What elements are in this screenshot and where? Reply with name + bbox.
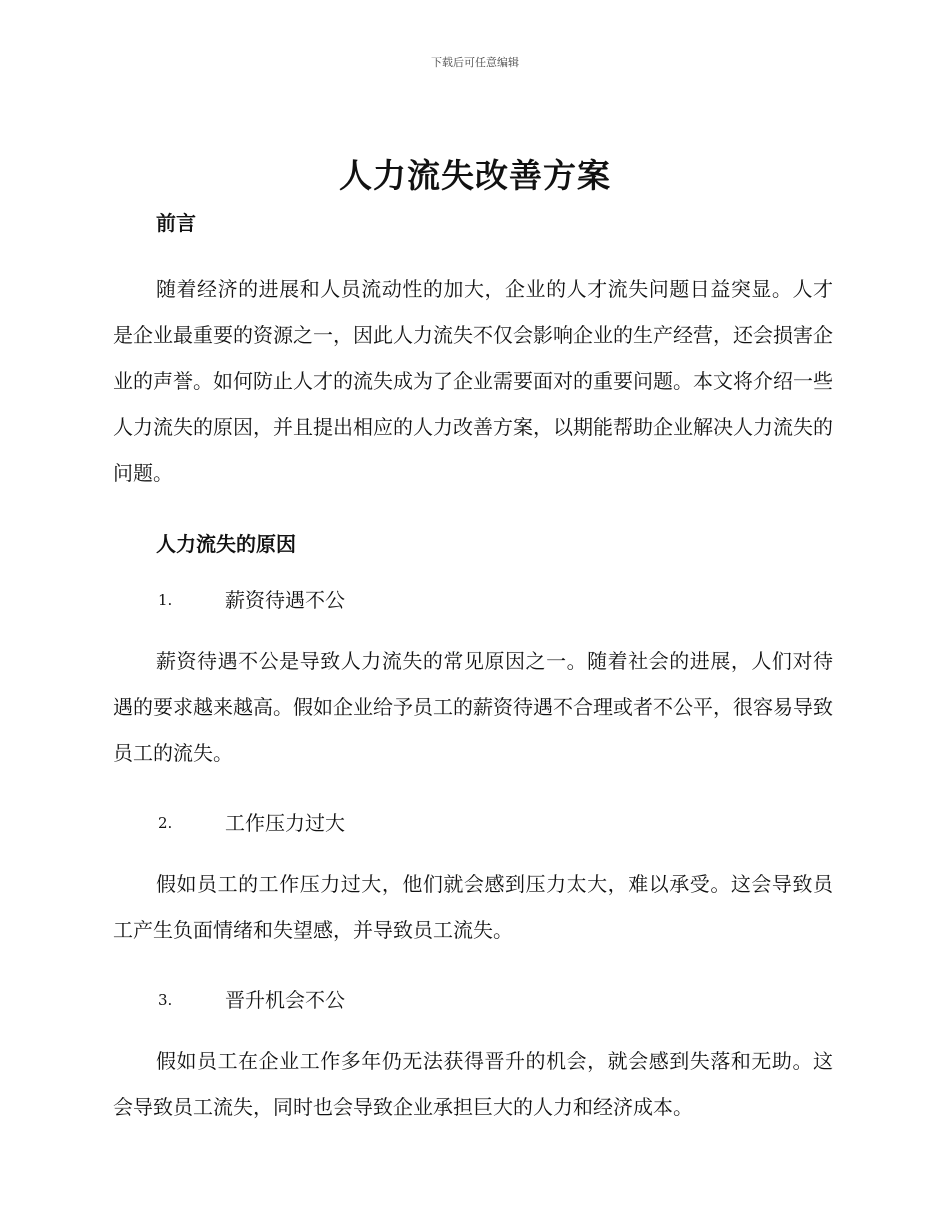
header-note: 下载后可任意编辑	[431, 56, 519, 69]
list-item-title: 工作压力过大	[225, 811, 345, 835]
list-number: 1.	[158, 591, 173, 609]
paragraph-cause-1: 薪资待遇不公是导致人力流失的常见原因之一。随着社会的进展，人们对待遇的要求越来越高。假如企业给予员工的薪资待遇不合理或者不公平，很容易导致员工的流失。	[113, 649, 833, 765]
document-body	[113, 205, 833, 1130]
list-item-1	[113, 582, 833, 618]
list-number: 3.	[158, 991, 173, 1009]
list-number: 2.	[158, 814, 173, 832]
list-item-3	[113, 982, 833, 1018]
section-heading-causes: 人力流失的原因	[156, 532, 296, 556]
paragraph-cause-3: 假如员工在企业工作多年仍无法获得晋升的机会，就会感到失落和无助。这会导致员工流失，同时也会导致企业承担巨大的人力和经济成本。	[113, 1049, 833, 1119]
list-item-title: 薪资待遇不公	[225, 588, 345, 612]
list-item-2	[113, 805, 833, 841]
list-item-title: 晋升机会不公	[225, 988, 345, 1012]
paragraph-preface: 随着经济的进展和人员流动性的加大，企业的人才流失问题日益突显。人才是企业最重要的资源之一，因此人力流失不仅会影响企业的生产经营，还会损害企业的声誉。如何防止人才的流失成为了企业需要面对的重要问题。本文将介绍一些人力流失的原因，并且提出相应的人力改善方案，以期能帮助企业解决人力流失的问题。	[113, 277, 833, 485]
document-title: 人力流失改善方案	[339, 156, 611, 195]
paragraph-cause-2: 假如员工的工作压力过大，他们就会感到压力太大，难以承受。这会导致员工产生负面情绪和失望感，并导致员工流失。	[113, 872, 833, 942]
section-heading-preface: 前言	[156, 211, 196, 235]
